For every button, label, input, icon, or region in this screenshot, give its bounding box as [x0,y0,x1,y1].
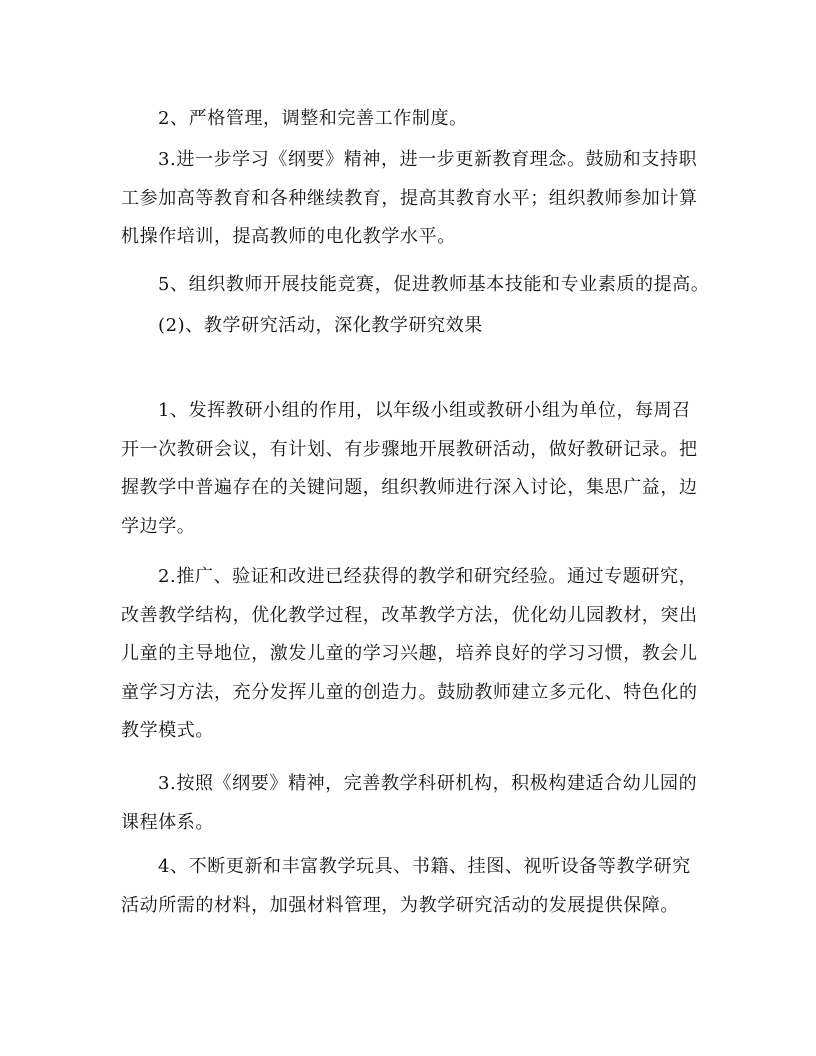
paragraph-teaching-materials [121,848,699,925]
text-line: 开一次教研会议，有计划、有步骤地开展教研活动，做好教研记录。把 [121,438,698,460]
text-line: 教学模式。 [121,720,214,741]
text-line: 儿童的主导地位，激发儿童的学习兴趣，培养良好的学习习惯，教会儿 [121,643,698,664]
text-line: 活动所需的材料，加强材料管理，为教学研究活动的发展提供保障。 [121,894,679,916]
paragraph-study-outline [121,141,699,257]
text-line: 3.按照《纲要》精神，完善教学科研机构，积极构建适合幼儿园的 [158,773,698,794]
text-line: 1、发挥教研小组的作用，以年级小组或教研小组为单位，每周召 [158,400,691,421]
paragraph-research-groups [121,392,699,546]
paragraph-promote-experience [121,558,699,751]
text-line: 工参加高等教育和各种继续教育，提高其教育水平；组织教师参加计算 [121,187,698,209]
text-line: 2.推广、验证和改进已经获得的教学和研究经验。通过专题研究， [158,566,698,587]
text-line: 改善教学结构，优化教学过程，改革教学方法，优化幼儿园教材，突出 [121,604,698,626]
paragraph-strict-management [121,100,699,139]
paragraph-skill-competition [121,266,710,305]
text-line: 2、严格管理，调整和完善工作制度。 [158,108,468,129]
text-line: 课程体系。 [121,811,214,833]
text-line: 学边学。 [121,515,196,537]
section-heading-teaching-research [158,307,483,346]
text-line: (2)、教学研究活动，深化教学研究效果 [158,315,483,336]
text-line: 童学习方法，充分发挥儿童的创造力。鼓励教师建立多元化、特色化的 [121,681,698,703]
text-line: 3.进一步学习《纲要》精神，进一步更新教育理念。鼓励和支持职 [158,149,698,170]
text-line: 4、不断更新和丰富教学玩具、书籍、挂图、视听设备等教学研究 [158,856,691,877]
text-line: 握教学中普遍存在的关键问题，组织教师进行深入讨论，集思广益，边 [121,477,698,498]
text-line: 5、组织教师开展技能竞赛，促进教师基本技能和专业素质的提高。 [158,274,710,295]
text-line: 机操作培训，提高教师的电化教学水平。 [121,226,456,247]
paragraph-curriculum-system [121,765,699,842]
